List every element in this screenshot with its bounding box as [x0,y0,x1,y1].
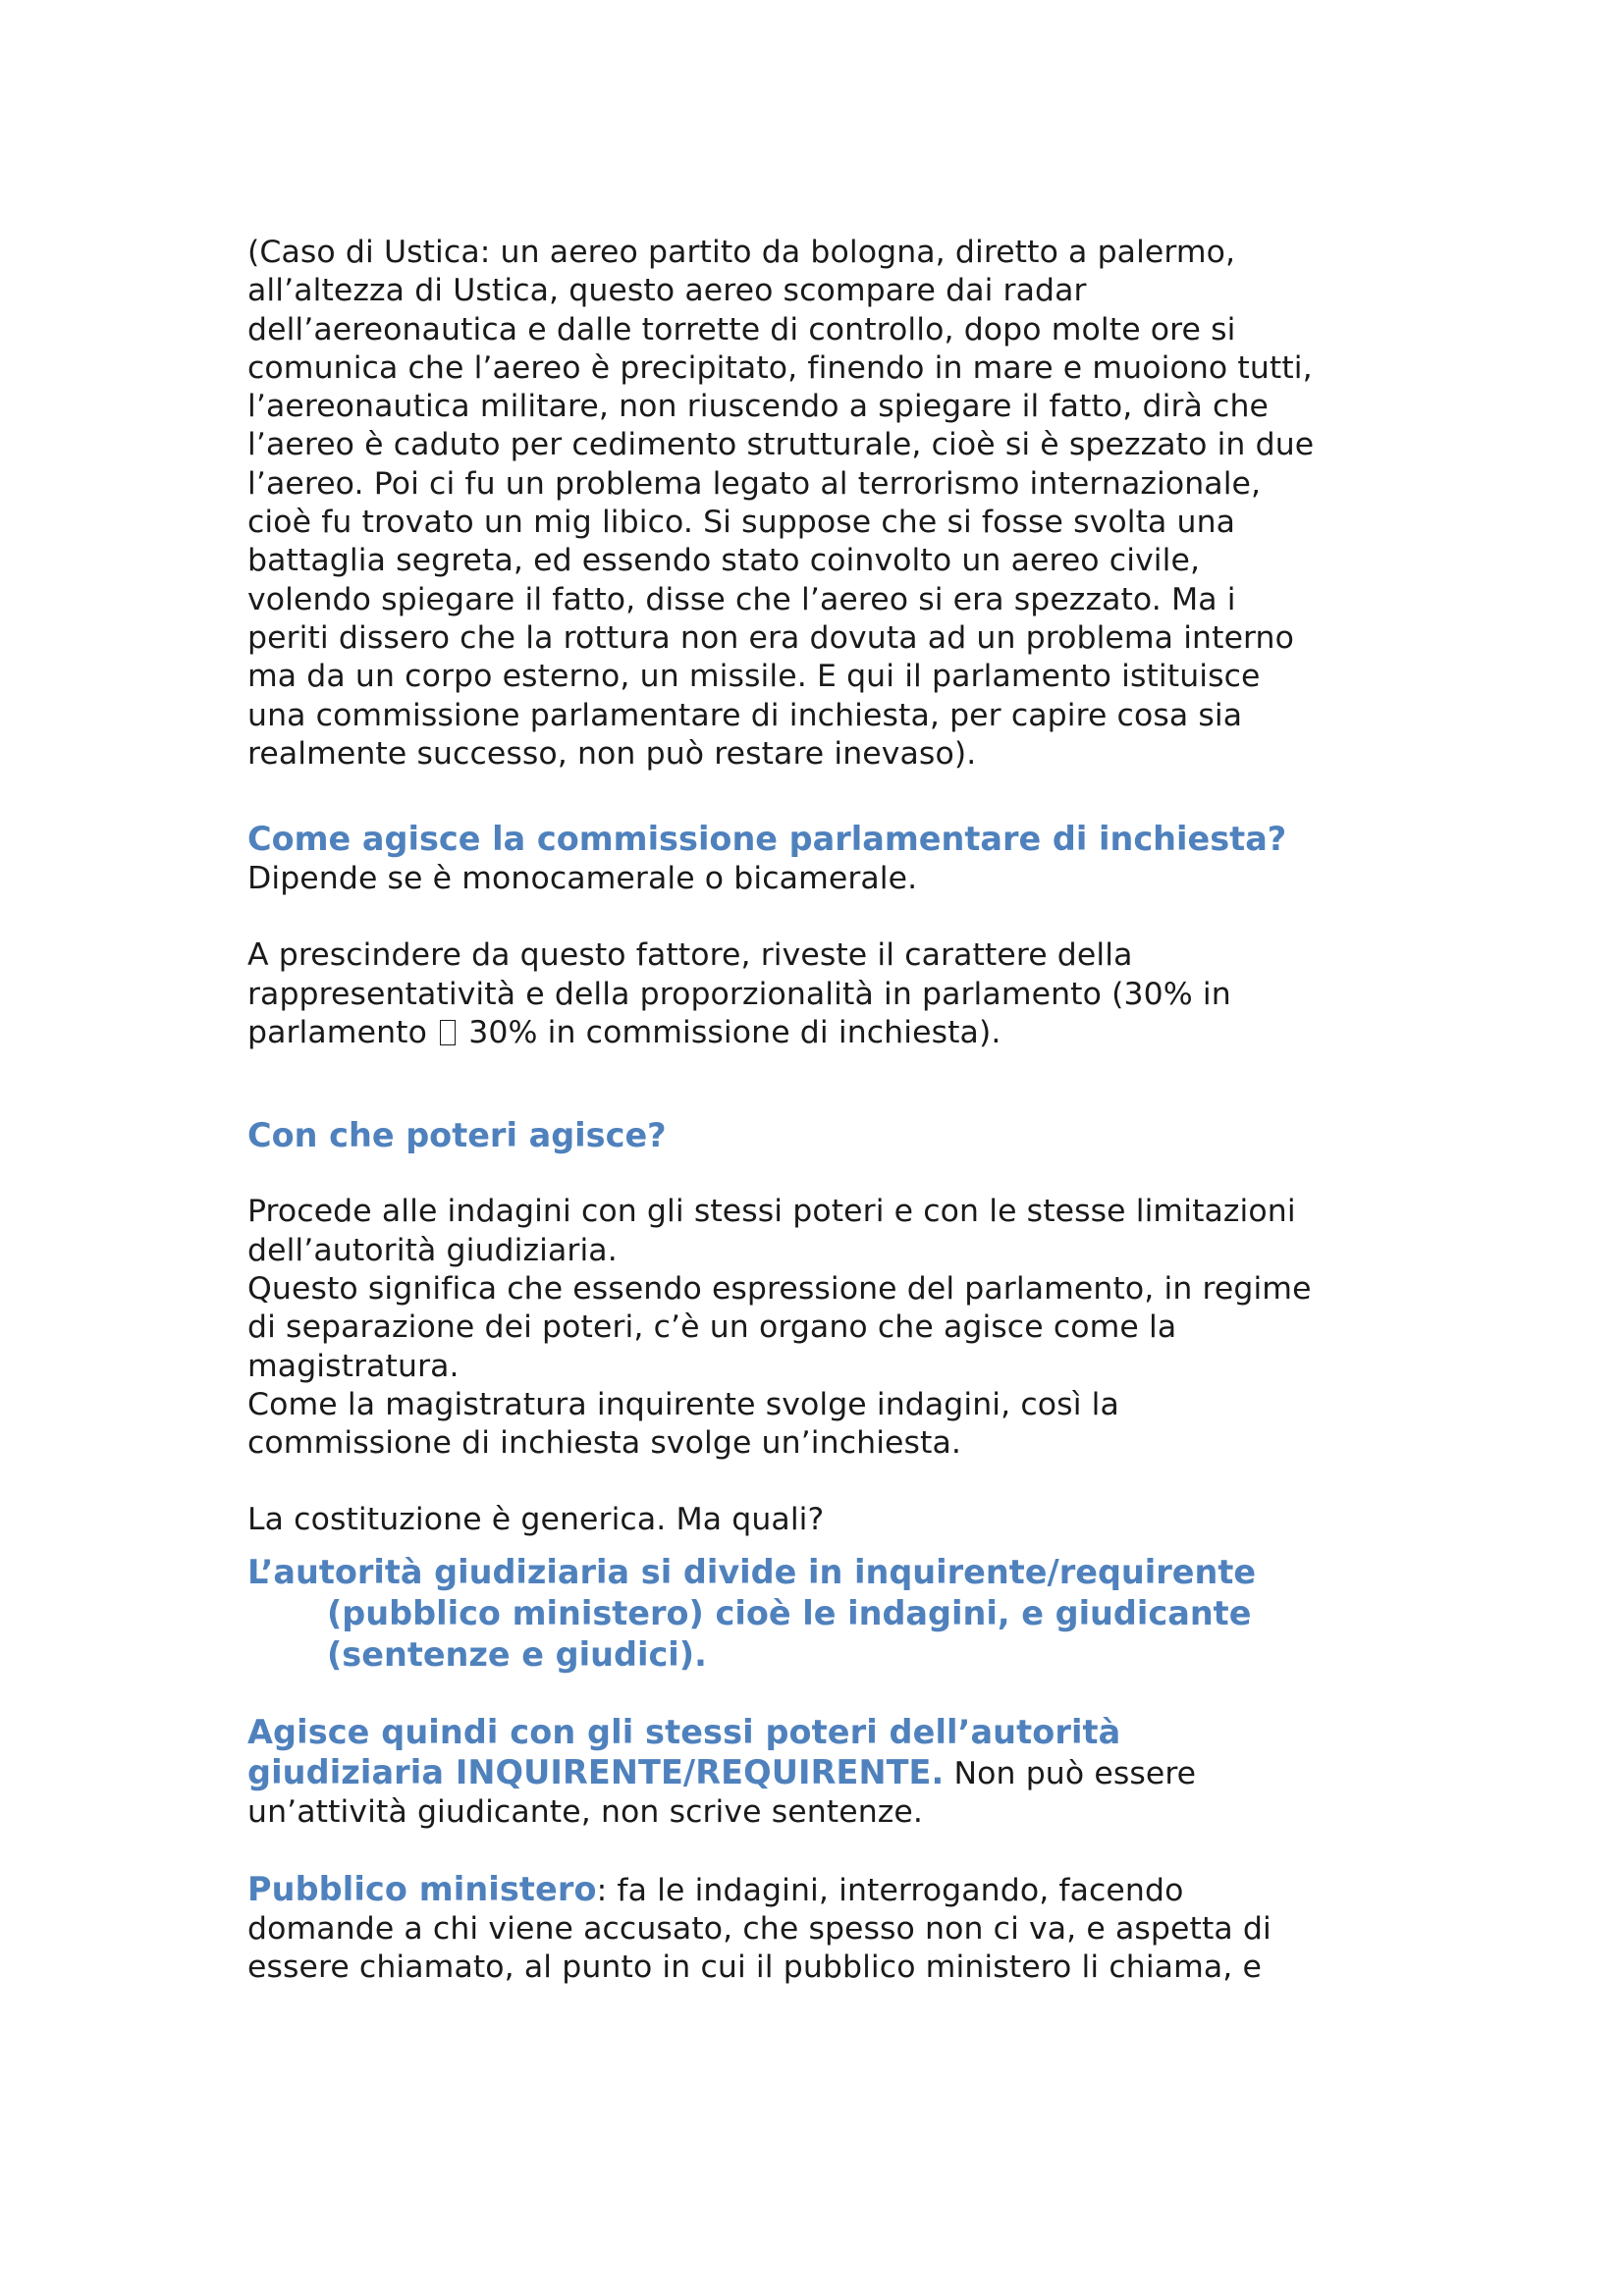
spacer [247,1676,1396,1713]
rappresentativita-last-end: 30% in commissione di inchiesta). [468,1015,1001,1051]
rappresentativita-lines: A prescindere da questo fattore, riveste il carattere della rappresentatività e della proporzionalità in parlamento (30% in [247,937,1231,1012]
pubblico-ministero-paragraph [247,1870,1396,1988]
spacer [247,774,1396,819]
heading-agisce-quindi: Agisce quindi con gli stessi poteri dell’autorità giudiziaria INQUIRENTE/REQUIRENTE. [247,1712,1121,1792]
spacer [247,898,1396,936]
rappresentativita-paragraph [247,936,1396,1052]
spacer [247,1463,1396,1501]
ustica-paragraph: (Caso di Ustica: un aereo partito da bologna, diretto a palermo, all’altezza di Ustica, questo aereo scompare dai radar dell’aereonautica e dalle torrette di controllo, dopo molte ore si comunica che l’aereo è precipitato, finendo in mare e muoiono tutti, l’aereonautica militare, non riuscendo a spiegare il fatto, dirà che l’aereo è caduto per cedimento strutturale, cioè si è spezzato in due l’aereo. Poi ci fu un problema legato al terrorismo internazionale, cioè fu trovato un mig libico. Si suppose che si fosse svolta una battaglia segreta, ed essendo stato coinvolto un aereo civile, volendo spiegare il fatto, disse che l’aereo si era spezzato. Ma i periti dissero che la rottura non era dovuta ad un problema interno ma da un corpo esterno, un missile. E qui il parlamento istituisce una commissione parlamentare di inchiesta, per capire cosa sia realmente successo, non può restare inevaso). [247,235,1315,772]
missing-arrow-icon [440,1020,456,1045]
costituzione-line: La costituzione è generica. Ma quali? [247,1502,825,1538]
spacer [247,1833,1396,1870]
agisce-quindi-paragraph [247,1713,1396,1833]
heading-autorita: L’autorità giudiziaria si divide in inquirente/requirente (pubblico ministero) cioè le indagini, e giudicante (sentenze e giudici). [247,1552,1257,1674]
spacer [247,1052,1396,1115]
pubblico-ministero-term: Pubblico ministero [247,1869,597,1908]
agisce-quindi-rest: Non può essere un’attività giudicante, non scrive sentenze. [247,1756,1197,1831]
poteri-paragraph: Procede alle indagini con gli stessi poteri e con le stesse limitazioni dell’autorità giudiziaria. Questo significa che essendo espressione del parlamento, in regime di separazione dei poteri, c’è un organo che agisce come la magistratura. Come la magistratura inquirente svolge indagini, così la commissione di inchiesta svolge un’inchiesta. [247,1194,1312,1462]
heading-poteri: Con che poteri agisce? [247,1116,667,1155]
document-body [247,234,1396,1988]
rappresentativita-last-start: parlamento [247,1015,427,1051]
heading-come-agisce: Come agisce la commissione parlamentare di inchiesta? [247,820,1287,859]
pubblico-ministero-text: : fa le indagini, interrogando, facendo domande a chi viene accusato, che spesso non ci va, e aspetta di essere chiamato, al punto in cui il pubblico ministero li chiama, e [247,1872,1271,1986]
spacer [247,1156,1396,1193]
spacer [247,1540,1396,1552]
monocamerale-line: Dipende se è monocamerale o bicamerale. [247,861,918,897]
